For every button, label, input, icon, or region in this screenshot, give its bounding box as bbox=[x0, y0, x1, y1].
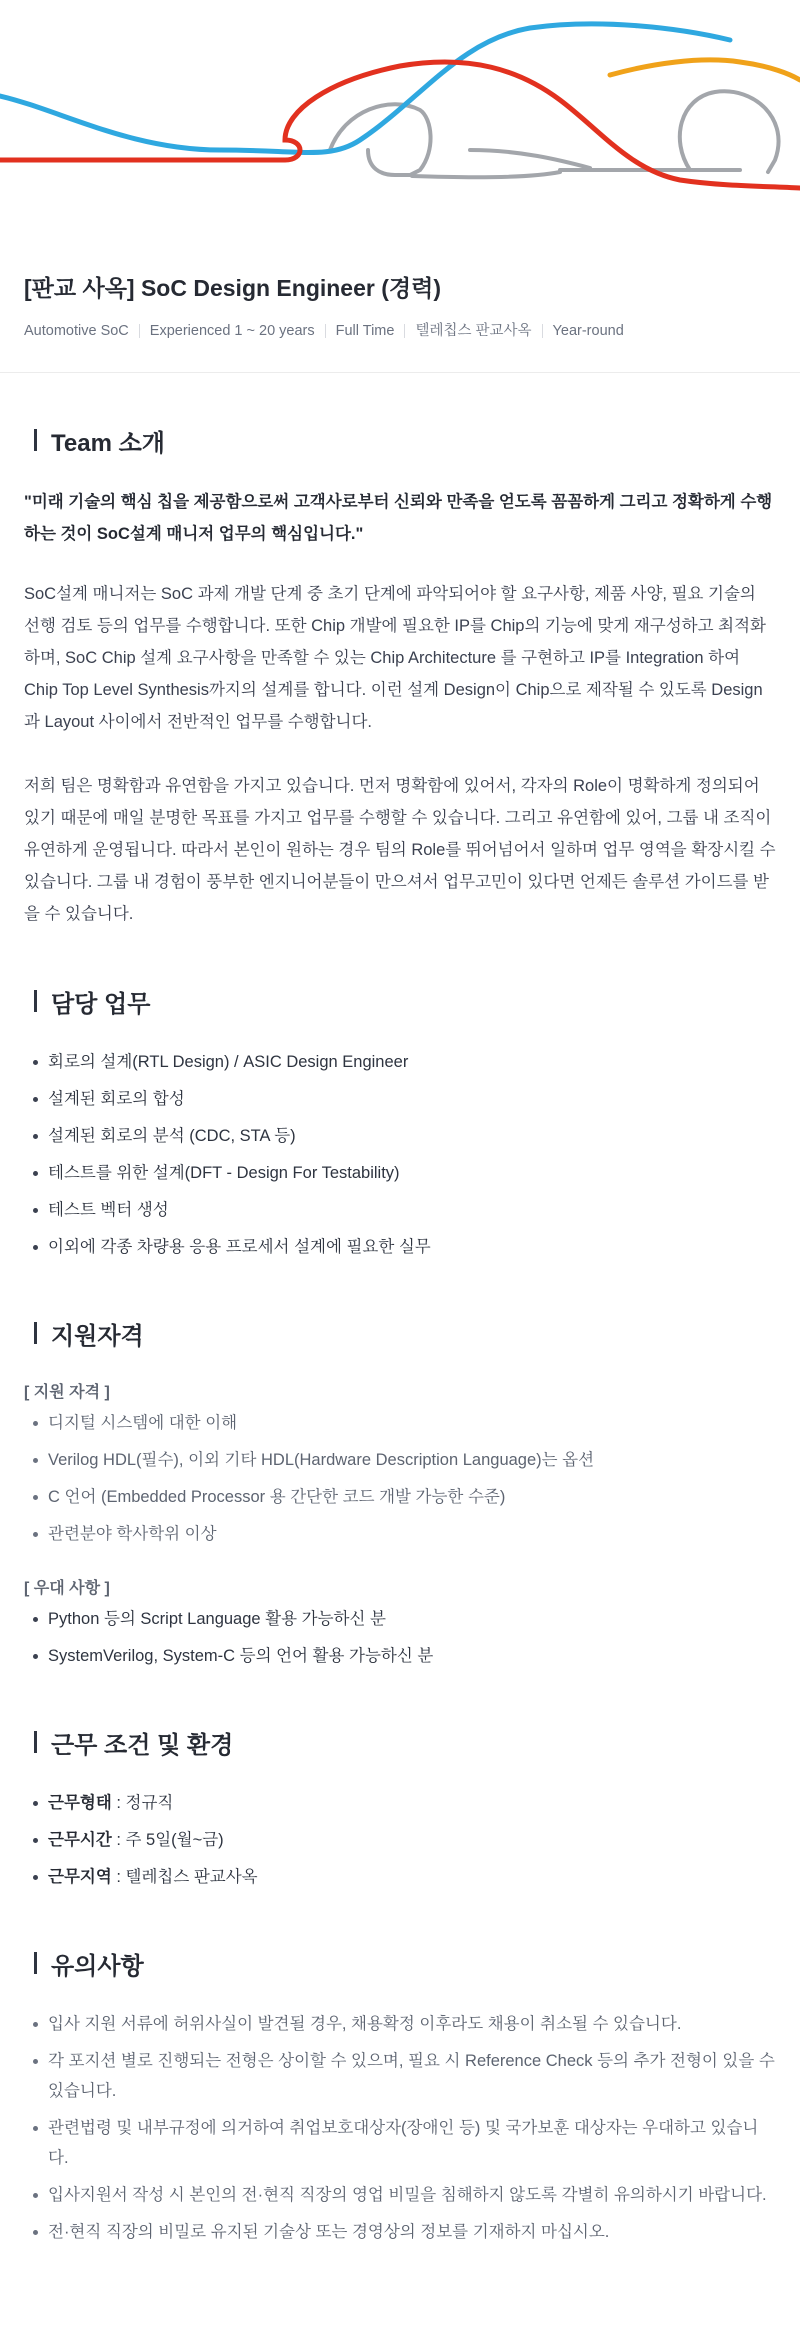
qualifications-heading: 지원자격 bbox=[51, 1322, 144, 1350]
section-heading bbox=[24, 1946, 776, 1981]
section-heading bbox=[24, 1725, 776, 1760]
section-heading bbox=[24, 984, 776, 1019]
duties-list bbox=[24, 1047, 776, 1262]
section-heading bbox=[24, 423, 776, 458]
list-item: 관련분야 학사학위 이상 bbox=[24, 1519, 776, 1549]
meta-employment-type: Full Time bbox=[325, 324, 405, 338]
heading-bar bbox=[34, 990, 37, 1012]
condition-label: 근무지역 bbox=[48, 1867, 112, 1886]
list-item: 디지털 시스템에 대한 이해 bbox=[24, 1408, 776, 1438]
list-item: 테스트 벡터 생성 bbox=[24, 1195, 776, 1225]
list-item: 관련법령 및 내부규정에 의거하여 취업보호대상자(장애인 등) 및 국가보훈 대상자는 우대하고 있습니다. bbox=[24, 2113, 776, 2173]
list-item: 이외에 각종 차량용 응용 프로세서 설계에 필요한 실무 bbox=[24, 1232, 776, 1262]
required-list bbox=[24, 1408, 776, 1549]
list-item: 테스트를 위한 설계(DFT - Design For Testability) bbox=[24, 1158, 776, 1188]
meta-location: 텔레칩스 판교사옥 bbox=[404, 324, 541, 338]
team-paragraph-1: SoC설계 매니저는 SoC 과제 개발 단계 중 초기 단계에 파악되어야 할 요구사항, 제품 사양, 필요 기술의 선행 검토 등의 업무를 수행합니다. 또한 Chip 개발에 필요한 IP를 Chip의 기능에 맞게 재구성하고 최적화하며, SoC Chip 설계 요구사항을 만족할 수 있는 Chip Architecture 를 구현하고 IP를 Integration 하여 Chip Top Level Synthesis까지의 설계를 합니다. 이런 설계 Design이 Chip으로 제작될 수 있도록 Design과 Layout 사이에서 전반적인 업무를 수행합니다. bbox=[24, 584, 766, 731]
condition-value: : 주 5일(월~금) bbox=[111, 1830, 224, 1849]
condition-value: : 텔레칩스 판교사옥 bbox=[111, 1867, 258, 1886]
notes-list bbox=[24, 2009, 776, 2247]
heading-bar bbox=[34, 1731, 37, 1753]
list-item: 입사지원서 작성 시 본인의 전·현직 직장의 영업 비밀을 침해하지 않도록 각별히 유의하시기 바랍니다. bbox=[24, 2180, 776, 2210]
list-item bbox=[24, 1825, 776, 1855]
list-item bbox=[24, 1862, 776, 1892]
condition-label: 근무형태 bbox=[48, 1793, 112, 1812]
condition-value: : 정규직 bbox=[111, 1793, 174, 1812]
team-section bbox=[24, 423, 776, 930]
hero-banner bbox=[0, 0, 800, 220]
list-item: Verilog HDL(필수), 이외 기타 HDL(Hardware Description Language)는 옵션 bbox=[24, 1445, 776, 1475]
list-item: SystemVerilog, System-C 등의 언어 활용 가능하신 분 bbox=[24, 1641, 776, 1671]
list-item: 입사 지원 서류에 허위사실이 발견될 경우, 채용확정 이후라도 채용이 취소될 수 있습니다. bbox=[24, 2009, 776, 2039]
list-item: 설계된 회로의 분석 (CDC, STA 등) bbox=[24, 1121, 776, 1151]
list-item: C 언어 (Embedded Processor 용 간단한 코드 개발 가능한 수준) bbox=[24, 1482, 776, 1512]
posting-meta bbox=[24, 324, 776, 338]
posting-header bbox=[0, 220, 800, 373]
list-item: 회로의 설계(RTL Design) / ASIC Design Engineer bbox=[24, 1047, 776, 1077]
team-quote: "미래 기술의 핵심 칩을 제공함으로써 고객사로부터 신뢰와 만족을 얻도록 꼼꼼하게 그리고 정확하게 수행하는 것이 SoC설계 매니저 업무의 핵심입니다." bbox=[24, 492, 773, 543]
condition-label: 근무시간 bbox=[48, 1830, 112, 1849]
team-paragraph-2: 저희 팀은 명확함과 유연함을 가지고 있습니다. 먼저 명확함에 있어서, 각자의 Role이 명확하게 정의되어 있기 때문에 매일 분명한 목표를 가지고 업무를 수행할 수 있습니다. 그리고 유연함에 있어, 그룹 내 조직이 유연하게 운영됩니다. 따라서 본인이 원하는 경우 팀의 Role를 뛰어넘어서 일하며 업무 영역을 확장시킬 수 있습니다. 그룹 내 경험이 풍부한 엔지니어분들이 만으셔서 업무고민이 있다면 언제든 솔루션 가이드를 받을 수 있습니다. bbox=[24, 776, 776, 923]
meta-category: Automotive SoC bbox=[24, 322, 129, 339]
notes-heading: 유의사항 bbox=[51, 1952, 144, 1980]
list-item bbox=[24, 1788, 776, 1818]
meta-experience: Experienced 1 ~ 20 years bbox=[139, 324, 325, 338]
list-item: 설계된 회로의 합성 bbox=[24, 1084, 776, 1114]
preferred-label: [ 우대 사항 ] bbox=[24, 1579, 110, 1597]
conditions-list bbox=[24, 1788, 776, 1892]
notes-section bbox=[24, 1946, 776, 2247]
duties-heading: 담당 업무 bbox=[51, 990, 151, 1018]
section-heading bbox=[24, 1316, 776, 1351]
preferred-list bbox=[24, 1604, 776, 1671]
heading-bar bbox=[34, 1322, 37, 1344]
list-item: 전·현직 직장의 비밀로 유지된 기술상 또는 경영상의 정보를 기재하지 마십시오. bbox=[24, 2217, 776, 2247]
heading-bar bbox=[34, 1952, 37, 1974]
team-heading: Team 소개 bbox=[51, 429, 165, 457]
meta-period: Year-round bbox=[542, 324, 634, 338]
list-item: 각 포지션 별로 진행되는 전형은 상이할 수 있으며, 필요 시 Reference Check 등의 추가 전형이 있을 수 있습니다. bbox=[24, 2046, 776, 2106]
duties-section bbox=[24, 984, 776, 1262]
qualifications-section bbox=[24, 1316, 776, 1671]
page-title: [판교 사옥] SoC Design Engineer (경력) bbox=[24, 275, 441, 301]
heading-bar bbox=[34, 429, 37, 451]
posting-content bbox=[0, 423, 800, 2294]
required-label: [ 지원 자격 ] bbox=[24, 1383, 110, 1401]
conditions-section bbox=[24, 1725, 776, 1892]
car-line-illustration bbox=[0, 0, 800, 220]
conditions-heading: 근무 조건 및 환경 bbox=[51, 1731, 234, 1759]
list-item: Python 등의 Script Language 활용 가능하신 분 bbox=[24, 1604, 776, 1634]
